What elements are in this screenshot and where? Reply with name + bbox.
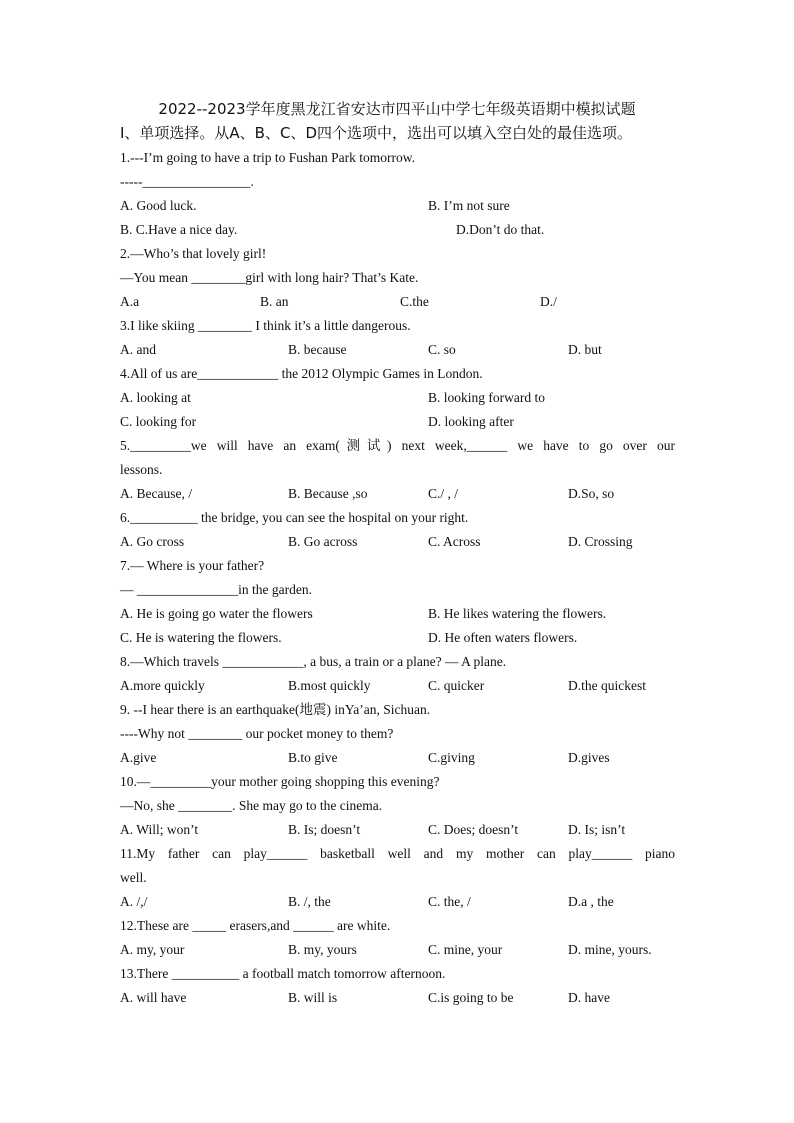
q1-option-c: B. C.Have a nice day. — [120, 222, 238, 237]
question-5-stem: 5._________we will have an exam(测试) next week,______ we have to go over our — [120, 438, 675, 453]
q2-option-d: D./ — [540, 294, 557, 309]
q4-option-a: A. looking at — [120, 390, 191, 405]
q6-option-d: D. Crossing — [568, 534, 633, 549]
q5-option-a: A. Because, / — [120, 486, 192, 501]
q3-option-d: D. but — [568, 342, 602, 357]
question-1-answer-line: -----________________. — [120, 174, 254, 189]
q9-option-a: A.give — [120, 750, 157, 765]
q8-option-a: A.more quickly — [120, 678, 205, 693]
q10-option-d: D. Is; isn’t — [568, 822, 626, 837]
question-12-stem: 12.These are _____ erasers,and ______ are white. — [120, 918, 391, 933]
section-heading: Ⅰ、单项选择。从A、B、C、D四个选项中，选出可以填入空白处的最佳选项。 — [120, 124, 633, 142]
question-9-line-2: ----Why not ________ our pocket money to them? — [120, 726, 394, 741]
q1-option-b: B. I’m not sure — [428, 198, 510, 213]
q11-option-a: A. /,/ — [120, 894, 148, 909]
q3-option-c: C. so — [428, 342, 456, 357]
q12-option-a: A. my, your — [120, 942, 185, 957]
q9-option-c: C.giving — [428, 750, 475, 765]
question-11-line-2: well. — [120, 870, 147, 885]
q8-option-d: D.the quickest — [568, 678, 646, 693]
q13-option-d: D. have — [568, 990, 610, 1005]
q11-option-b: B. /, the — [288, 894, 331, 909]
question-2-stem: 2.—Who’s that lovely girl! — [120, 246, 267, 261]
q7-option-a: A. He is going go water the flowers — [120, 606, 313, 621]
q10-option-c: C. Does; doesn’t — [428, 822, 519, 837]
q11-option-d: D.a , the — [568, 894, 614, 909]
q4-option-c: C. looking for — [120, 414, 197, 429]
question-13-stem: 13.There __________ a football match tomorrow afternoon. — [120, 966, 446, 981]
q5-option-d: D.So, so — [568, 486, 615, 501]
question-10-line-2: —No, she ________. She may go to the cinema. — [120, 798, 383, 813]
q7-option-b: B. He likes watering the flowers. — [428, 606, 607, 621]
q10-option-b: B. Is; doesn’t — [288, 822, 361, 837]
question-2-line-2: —You mean ________girl with long hair? That’s Kate. — [120, 270, 419, 285]
q1-option-d: D.Don’t do that. — [456, 222, 545, 237]
q3-option-a: A. and — [120, 342, 156, 357]
question-11-stem: 11.My father can play______ basketball well and my mother can play______ piano — [120, 846, 675, 861]
question-8-stem: 8.—Which travels ____________, a bus, a train or a plane? — A plane. — [120, 654, 507, 669]
q6-option-b: B. Go across — [288, 534, 358, 549]
q4-option-b: B. looking forward to — [428, 390, 545, 405]
question-6-stem: 6.__________ the bridge, you can see the hospital on your right. — [120, 510, 469, 525]
question-4-stem: 4.All of us are____________ the 2012 Olympic Games in London. — [120, 366, 483, 381]
q12-option-c: C. mine, your — [428, 942, 503, 957]
q13-option-c: C.is going to be — [428, 990, 514, 1005]
question-9-stem: 9. --I hear there is an earthquake(地震) inYa’an, Sichuan. — [120, 702, 431, 717]
q6-option-a: A. Go cross — [120, 534, 185, 549]
q5-option-b: B. Because ,so — [288, 486, 368, 501]
q10-option-a: A. Will; won’t — [120, 822, 199, 837]
q1-option-a: A. Good luck. — [120, 198, 197, 213]
q4-option-d: D. looking after — [428, 414, 514, 429]
q12-option-b: B. my, yours — [288, 942, 357, 957]
q7-option-c: C. He is watering the flowers. — [120, 630, 282, 645]
q5-option-c: C./ , / — [428, 486, 459, 501]
q6-option-c: C. Across — [428, 534, 481, 549]
q13-option-b: B. will is — [288, 990, 338, 1005]
q8-option-b: B.most quickly — [288, 678, 371, 693]
question-7-stem: 7.— Where is your father? — [120, 558, 265, 573]
q11-option-c: C. the, / — [428, 894, 471, 909]
question-1-stem: 1.---I’m going to have a trip to Fushan Park tomorrow. — [120, 150, 415, 165]
question-7-line-2: — _______________in the garden. — [120, 582, 312, 597]
q3-option-b: B. because — [288, 342, 347, 357]
q7-option-d: D. He often waters flowers. — [428, 630, 578, 645]
q12-option-d: D. mine, yours. — [568, 942, 652, 957]
q2-option-b: B. an — [260, 294, 289, 309]
question-3-stem: 3.I like skiing ________ I think it’s a little dangerous. — [120, 318, 411, 333]
q8-option-c: C. quicker — [428, 678, 485, 693]
question-10-stem: 10.—_________your mother going shopping this evening? — [120, 774, 440, 789]
page-title: 2022--2023学年度黑龙江省安达市四平山中学七年级英语期中模拟试题 — [158, 100, 636, 118]
q13-option-a: A. will have — [120, 990, 187, 1005]
q9-option-b: B.to give — [288, 750, 338, 765]
q2-option-a: A.a — [120, 294, 140, 309]
question-5-line-2: lessons. — [120, 462, 163, 477]
q9-option-d: D.gives — [568, 750, 610, 765]
q2-option-c: C.the — [400, 294, 429, 309]
